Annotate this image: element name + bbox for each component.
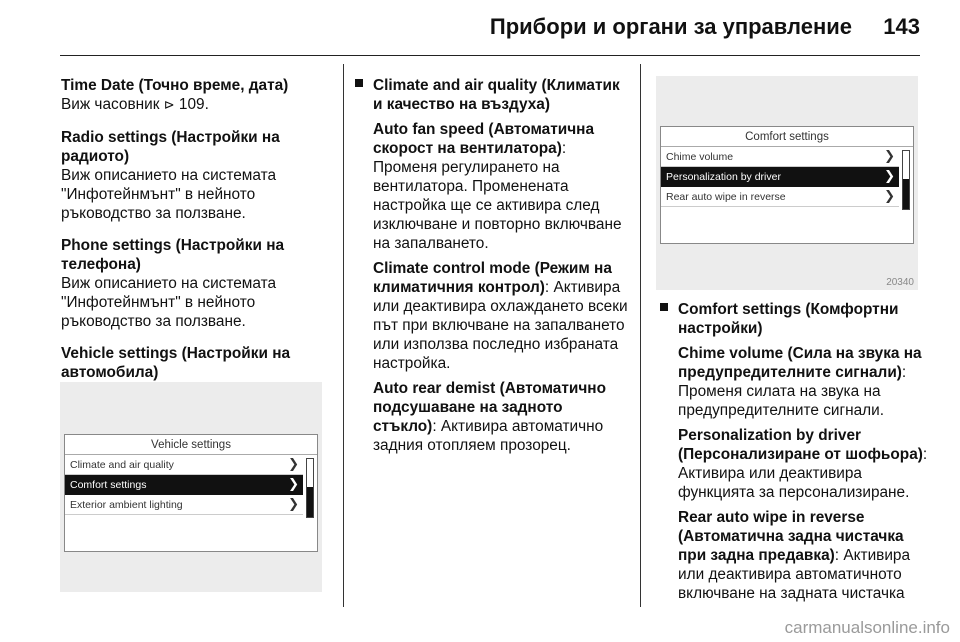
- vehicle-settings-section: [61, 344, 331, 382]
- rear-wipe-entry: Rear auto wipe in reverse (Автоматична задна чистачка при задна предавка): Активира или деактивира автоматичното включване на задната чистачка: [678, 509, 911, 602]
- menu-item-label: Chime volume: [666, 151, 734, 163]
- screen-scrollbar: [902, 150, 910, 210]
- radio-settings-title: Radio settings (Настройки на радиото): [61, 129, 280, 165]
- radio-settings-section: [61, 128, 331, 223]
- screen-title: Vehicle settings: [65, 435, 317, 455]
- auto-fan-body: Променя регулирането на вентилатора. Променената настройка ще се активира след изключване и повторно включване на запалването.: [373, 159, 622, 252]
- chime-entry: Chime volume (Сила на звука на предупредителните сигнали): Променя силата на звука на предупредителните сигнали.: [678, 345, 922, 419]
- time-date-ref-page[interactable]: 109.: [178, 96, 209, 113]
- column-divider-2: [640, 64, 641, 607]
- comfort-settings-screen: [660, 126, 914, 244]
- comfort-settings-figure: [656, 76, 918, 290]
- chevron-right-icon: ❯: [288, 497, 299, 512]
- chevron-right-icon: ❯: [288, 457, 299, 472]
- bullet-square-icon: [355, 79, 363, 87]
- auto-fan-entry: Auto fan speed (Автоматична скорост на вентилатора): Променя регулирането на вентилатора. Променената настройка ще се активира след изключване и повторно включване на запалването.: [373, 121, 622, 252]
- chevron-right-icon: ❯: [884, 189, 895, 204]
- chevron-right-icon: ❯: [884, 149, 895, 164]
- page-header: [0, 0, 960, 60]
- phone-settings-body: Виж описанието на системата "Инфотейнмънт" в нейното ръководство за ползване.: [61, 275, 277, 330]
- climate-mode-title: Climate control mode (Режим на климатичния контрол): [373, 260, 612, 296]
- chime-title: Chime volume (Сила на звука на предупредителните сигнали): [678, 345, 922, 381]
- menu-item-label: Exterior ambient lighting: [70, 499, 183, 511]
- vehicle-settings-screen: [64, 434, 318, 552]
- screen-title: Comfort settings: [661, 127, 913, 147]
- page-title: Прибори и органи за управление: [489, 14, 852, 39]
- menu-item-label: Climate and air quality: [70, 459, 174, 471]
- personalization-title: Personalization by driver (Персонализиране от шофьора): [678, 427, 923, 463]
- chevron-right-icon: ❯: [288, 477, 299, 492]
- column-2: [355, 76, 630, 455]
- menu-item-exterior-lighting: [65, 495, 303, 515]
- watermark: carmanualsonline.info: [784, 618, 950, 637]
- scrollbar-thumb: [307, 487, 313, 517]
- header-divider: [60, 55, 920, 56]
- personalization-entry: Personalization by driver (Персонализиране от шофьора): Активира или деактивира функцията за персонализиране.: [678, 427, 928, 501]
- column-divider-1: [343, 64, 344, 607]
- climate-bullet-title: Climate and air quality (Климатик и качество на въздуха): [373, 77, 620, 113]
- rear-demist-body: Активира автоматично задния отопляем прозорец.: [373, 418, 604, 454]
- vehicle-settings-title: Vehicle settings (Настройки на автомобила): [61, 345, 291, 381]
- menu-item-personalization-selected: [661, 167, 899, 187]
- time-date-title: Time Date (Точно време, дата): [61, 77, 289, 94]
- page-ref-arrow-icon: ⊳: [163, 98, 175, 113]
- chime-body: Променя силата на звука на предупредителните сигнали.: [678, 383, 885, 419]
- time-date-section: [61, 76, 331, 115]
- screen-scrollbar: [306, 458, 314, 518]
- menu-item-label: Rear auto wipe in reverse: [666, 191, 786, 203]
- radio-settings-body: Виж описанието на системата "Инфотейнмънт" в нейното ръководство за ползване.: [61, 167, 277, 222]
- page-number: 143: [883, 14, 920, 39]
- time-date-body: Виж часовник: [61, 96, 160, 113]
- climate-bullet: [355, 76, 630, 455]
- menu-item-label: Comfort settings: [70, 479, 147, 491]
- menu-item-label: Personalization by driver: [666, 171, 781, 183]
- climate-mode-entry: Climate control mode (Режим на климатичния контрол): Активира или деактивира охлаждането всеки път при включване на запалването или използва последно избраната настройка.: [373, 260, 628, 372]
- menu-item-climate: [65, 455, 303, 475]
- comfort-bullet-title: Comfort settings (Комфортни настройки): [678, 301, 899, 337]
- chevron-right-icon: ❯: [884, 169, 895, 184]
- auto-fan-title: Auto fan speed (Автоматична скорост на вентилатора): [373, 121, 594, 157]
- phone-settings-section: [61, 236, 331, 331]
- scrollbar-thumb: [903, 179, 909, 209]
- phone-settings-title: Phone settings (Настройки на телефона): [61, 237, 285, 273]
- vehicle-settings-figure: [60, 382, 322, 592]
- figure-number: 20340: [886, 277, 914, 288]
- climate-mode-body: Активира или деактивира охлаждането всеки път при включване на запалването или използва последно избраната настройка.: [373, 279, 628, 372]
- rear-demist-entry: Auto rear demist (Автоматично подсушаване на задното стъкло): Активира автоматично задния отопляем прозорец.: [373, 380, 606, 454]
- menu-item-rear-wipe: [661, 187, 899, 207]
- comfort-bullet: [660, 300, 930, 603]
- column-3: [660, 300, 930, 603]
- rear-wipe-body: Активира или деактивира автоматичното включване на задната чистачка: [678, 547, 911, 602]
- column-1: [61, 76, 331, 395]
- bullet-square-icon: [660, 303, 668, 311]
- personalization-body: Активира или деактивира функцията за персонализиране.: [678, 465, 910, 501]
- menu-item-comfort-selected: [65, 475, 303, 495]
- rear-demist-title: Auto rear demist (Автоматично подсушаване на задното стъкло): [373, 380, 606, 435]
- menu-item-chime-volume: [661, 147, 899, 167]
- rear-wipe-title: Rear auto wipe in reverse (Автоматична задна чистачка при задна предавка): [678, 509, 904, 564]
